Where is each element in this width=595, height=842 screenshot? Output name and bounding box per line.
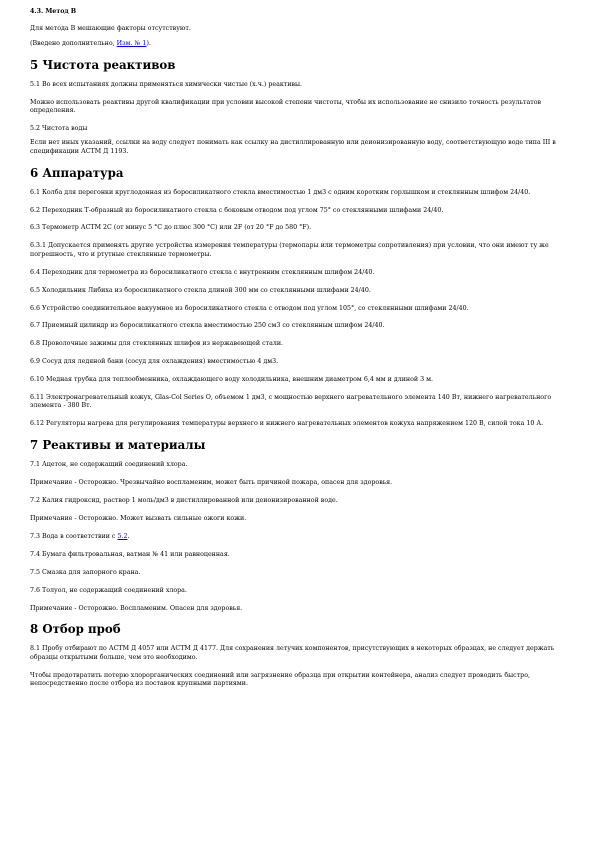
section-7-6: 7.6 Толуол, не содержащий соединений хлора. <box>30 586 187 594</box>
section-7-6-note: Примечание - Осторожно. Воспламеним. Опасен для здоровья. <box>30 604 243 612</box>
section-5-2-heading: 5.2 Чистота воды <box>30 124 88 132</box>
section-5-heading: 5 Чистота реактивов <box>30 57 176 72</box>
apparatus-item: 6.8 Проволочные зажимы для стеклянных шлифов из нержавеющей стали. <box>30 340 284 348</box>
section-5-reagent-note: Можно использовать реактивы другой квалификации при условии высокой степени чистоты, чтобы их использование не снизило точность результатов определения. <box>30 98 542 115</box>
section-8-1: 8.1 Пробу отбирают по АСТМ Д 4057 или АСТМ Д 4177. Для сохранения летучих компонентов, присутствующих в некоторых образцах, не следует держать образцы открытыми больше, чем это необходимо. <box>30 645 555 661</box>
section-4-3-text: Для метода B мешающие факторы отсутствуют. <box>30 25 191 33</box>
section-5-1: 5.1 Во всех испытаниях должны применяться химически чистые (х.ч.) реактивы. <box>30 80 302 88</box>
apparatus-item: 6.6 Устройство соединительное вакуумное из боросиликатного стекла с отводом под углом 105°, со стеклянными шлифами 24/40. <box>30 304 469 312</box>
apparatus-item: 6.10 Медная трубка для теплообменника, охлаждающего воду холодильника, внешним диаметром 6,4 мм и длиной 3 м. <box>30 376 434 384</box>
section-7-3-prefix: 7.3 Вода в соответствии с <box>30 532 118 540</box>
section-8-heading: 8 Отбор проб <box>30 622 121 637</box>
section-7-2-note: Примечание - Осторожно. Может вызвать сильные ожоги кожи. <box>30 514 247 522</box>
section-7-4: 7.4 Бумага фильтровальная, ватман № 41 или равноценная. <box>30 550 230 558</box>
section-7-1: 7.1 Ацетон, не содержащий соединений хлора. <box>30 461 188 469</box>
section-7-1-note: Примечание - Осторожно. Чрезвычайно воспламеним, может быть причиной пожара, опасен для здоровья. <box>30 479 393 487</box>
section-7-3 <box>30 533 568 541</box>
section-5-2-link[interactable]: 5.2 <box>117 532 128 540</box>
section-5-2-text: Если нет иных указаний, ссылки на воду следует понимать как ссылку на дистиллированную или деионизированную воду, соответствующую воде типа III в спецификации АСТМ Д 1193. <box>30 139 556 155</box>
apparatus-item: 6.3 Термометр АСТМ 2С (от минус 5 °С до плюс 300 °С) или 2F (от 20 °F до 580 °F). <box>30 224 312 232</box>
amendment-prefix: (Введено дополнительно, <box>30 39 117 47</box>
apparatus-item: 6.9 Сосуд для ледяной бани (сосуд для охлаждения) вместимостью 4 дм3. <box>30 358 279 366</box>
apparatus-item: 6.4 Переходник для термометра из боросиликатного стекла с внутренним стеклянным шлифом 24/40. <box>30 268 375 276</box>
amendment-suffix: ). <box>146 39 151 47</box>
document-page <box>30 8 568 698</box>
apparatus-item: 6.5 Холодильник Либиха из боросиликатного стекла длиной 300 мм со стеклянными шлифами 24/40. <box>30 286 371 294</box>
apparatus-item: 6.1 Колба для перегонки круглодонная из боросиликатного стекла вместимостью 1 дм3 с одним коротким горлышком и стеклянным шлифом 24/40. <box>30 188 531 196</box>
section-7-heading: 7 Реактивы и материалы <box>30 438 206 453</box>
section-6-heading: 6 Аппаратура <box>30 165 124 180</box>
amendment-note <box>30 40 568 48</box>
section-7-5: 7.5 Смазка для запорного крана. <box>30 568 141 576</box>
amendment-link[interactable]: Изм. № 1 <box>116 39 147 47</box>
apparatus-item: 6.11 Электронагревательный кожух, Glas-Col Series О, объемом 1 дм3, с мощностью верхнего нагревательного элемента 140 Вт, нижнего нагревательного элемента - 380 Вт. <box>30 394 552 410</box>
section-8-text: Чтобы предотвратить потерю хлорорганических соединений или загрязнение образца при открытии контейнера, анализ следует проводить быстро, непосредственно после отбора из поставок крупными партиями. <box>30 671 531 688</box>
apparatus-item: 6.12 Регуляторы нагрева для регулирования температуры верхнего и нижнего нагревательных элементов кожуха напряжением 120 В, силой тока 10 А. <box>30 420 544 428</box>
apparatus-item: 6.7 Приемный цилиндр из боросиликатного стекла вместимостью 250 см3 со стеклянным шлифом 24/40. <box>30 322 385 330</box>
apparatus-item: 6.2 Переходник Т-образный из боросиликатного стекла с боковым отводом под углом 75° со стеклянными шлифами 24/40. <box>30 206 444 214</box>
apparatus-item: 6.3.1 Допускается применять другие устройства измерения температуры (термопары или термометры сопротивления) при условии, что они имеют ту же погрешность, что и ртутные стеклянные термометры. <box>30 242 549 258</box>
section-7-2: 7.2 Калия гидроксид, раствор 1 моль/дм3 в дистиллированной или деионизированной воде. <box>30 497 338 505</box>
section-4-3-heading: 4.3. Метод B <box>30 8 77 15</box>
section-7-3-suffix: . <box>127 532 130 540</box>
